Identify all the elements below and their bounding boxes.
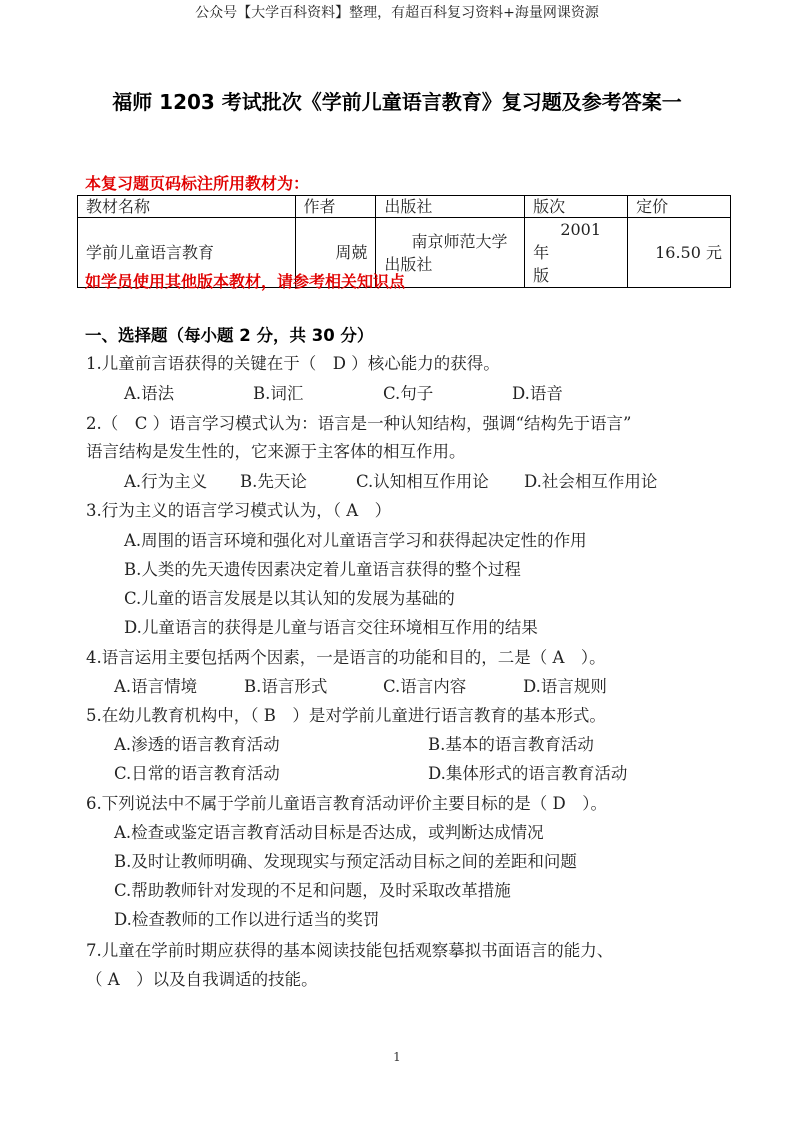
question-3-option-d: D.儿童语言的获得是儿童与语言交往环境相互作用的结果 [124,618,538,637]
question-7-stem-line2: （ A ）以及自我调适的技能。 [86,970,318,989]
other-edition-note: 如学员使用其他版本教材，请参考相关知识点 [85,272,406,291]
question-6-option-a: A.检查或鉴定语言教育活动目标是否达成，或判断达成情况 [114,823,544,842]
section-title: 一、选择题（每小题 2 分，共 30 分） [85,326,374,345]
page-number: 1 [393,1050,401,1064]
price-cell: 16.50 元 [628,218,731,288]
publisher-line1: 南京师范大学 [411,231,508,251]
question-2-stem-line1: 2.（ C ）语言学习模式认为：语言是一种认知结构，强调“结构先于语言” [86,414,632,433]
header-cell: 定价 [628,196,731,218]
header-cell: 出版社 [376,196,525,218]
header-note: 公众号【大学百科资料】整理，有超百科复习资料+海量网课资源 [195,5,599,21]
question-4-option-c: C.语言内容 [383,677,467,696]
publisher-line2: 出版社 [384,254,433,274]
textbook-intro: 本复习题页码标注所用教材为： [85,174,310,193]
question-5-option-a: A.渗透的语言教育活动 [114,735,280,754]
question-3-option-b: B.人类的先天遗传因素决定着儿童语言获得的整个过程 [124,560,521,579]
question-1-option-a: A.语法 [124,384,175,403]
author-cell: 周兢 [295,218,376,288]
question-1-option-b: B.词汇 [253,384,304,403]
question-5-stem: 5.在幼儿教育机构中，（ B ）是对学前儿童进行语言教育的基本形式。 [86,706,606,725]
question-4-option-b: B.语言形式 [244,677,328,696]
question-2-option-a: A.行为主义 [124,472,208,491]
header-cell: 作者 [295,196,376,218]
question-3-option-a: A.周围的语言环境和强化对儿童语言学习和获得起决定性的作用 [124,531,587,550]
question-6-option-b: B.及时让教师明确、发现现实与预定活动目标之间的差距和问题 [114,852,577,871]
edition-line2: 版 [533,266,550,285]
question-1-stem: 1.儿童前言语获得的关键在于（ D ）核心能力的获得。 [86,354,500,373]
question-5-option-c: C.日常的语言教育活动 [114,764,280,783]
question-2-option-d: D.社会相互作用论 [524,472,658,491]
textbook-name-cell: 学前儿童语言教育 [78,218,296,288]
edition-line1: 2001 年 [533,220,602,262]
question-1-option-d: D.语音 [512,384,563,403]
question-3-stem: 3.行为主义的语言学习模式认为，（ A ） [86,501,392,520]
question-2-option-b: B.先天论 [240,472,307,491]
question-4-option-d: D.语言规则 [523,677,607,696]
question-6-stem: 6.下列说法中不属于学前儿童语言教育活动评价主要目标的是（ D ）。 [86,794,607,813]
header-cell: 版次 [525,196,628,218]
question-5-option-d: D.集体形式的语言教育活动 [428,764,628,783]
question-1-option-c: C.句子 [383,384,434,403]
header-cell: 教材名称 [78,196,296,218]
question-4-stem: 4.语言运用主要包括两个因素，一是语言的功能和目的，二是（ A ）。 [86,648,606,667]
question-6-option-d: D.检查教师的工作以进行适当的奖罚 [114,910,380,929]
edition-cell [525,218,628,288]
question-4-option-a: A.语言情境 [114,677,198,696]
question-2-option-c: C.认知相互作用论 [356,472,489,491]
question-2-stem-line2: 语言结构是发生性的，它来源于主客体的相互作用。 [86,442,466,461]
question-6-option-c: C.帮助教师针对发现的不足和问题，及时采取改革措施 [114,881,511,900]
question-5-option-b: B.基本的语言教育活动 [428,735,594,754]
question-7-stem-line1: 7.儿童在学前时期应获得的基本阅读技能包括观察摹拟书面语言的能力、 [86,941,614,960]
question-3-option-c: C.儿童的语言发展是以其认知的发展为基础的 [124,589,455,608]
document-title: 福师 1203 考试批次《学前儿童语言教育》复习题及参考答案一 [112,90,682,114]
table-header-row [78,196,731,218]
